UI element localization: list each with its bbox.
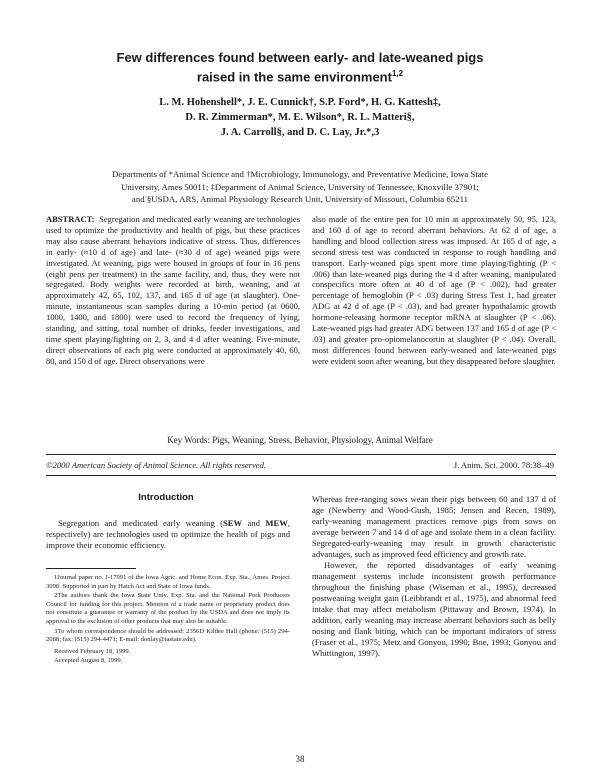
abstract-left-text: Segregation and medicated early weaning are technologies used to optimize the productivity and health of pigs, but these practices may also cause aberrant behaviors indicative of stress. Thus, differences in early- (≈10 d of age) and late- (≈30 d of age) weaned pigs were investigated. At weaning, pigs were housed in groups of four in 16 pens (eight pens per treatment) in the same facility, and, thus, they were not segregated. Body weights were recorded at birth, weaning, and at approximately 42, 65, 102, 137, and 165 d of age (at slaughter). One-minute, instantaneous scan samples during a 10-min period (at 0600, 1000, 1400, and 1800) were used to record the frequency of lying, standing, and sitting, total number of drinks, feeder investigations, and time spent playing/fighting on 2, 3, and 4 d after weaning. Five-minute, direct observations of each pig were conducted at approximately 40, 60, 80, and 150 d of age. Direct observations were — [46, 214, 301, 366]
footnote-2: 2The authors thank the Iowa State Univ. Exp. Sta. and the National Pork Producers Council for funding for this project. Mention of a trade name or proprietary product does not constitute a guarantee or warranty of the product by the USDA and does not imply its approval to the exclusion of other products that may also be suitable. — [46, 592, 290, 625]
intro-right-paragraph-2: However, the reported disadvantages of early weaning management systems include inconsistent growth performance throughout the finishing phase (Wiseman et al., 1995), decreased postweaning weight gain (Leibbrandt et al., 1975), and abnormal feed intake that may affect metabolism (Pittaway and Brown, 1974). In addition, early weaning may increase aberrant behaviors such as belly nosing and flank biting, which can be important indicators of stress (Fraser et al., 1975; Metz and Gonyou, 1990; Boe, 1993; Gonyou and Whittington, 1997). — [312, 560, 556, 658]
keywords: Key Words: Pigs, Weaning, Stress, Behavior, Physiology, Animal Welfare — [167, 435, 433, 445]
page-number: 38 — [295, 754, 305, 764]
abstract-right-text: also made of the entire pen for 10 min at approximately 50, 95, 123, and 160 d of age to record aberrant behaviors. At 62 d of age, a handling and blood collection stress was imposed. At 165 d of age, a second stress test was conducted in response to rough handling and transport. Early-weaned pigs spent more time playing/fighting (P < .006) than late-weaned pigs during the 4 d after weaning, manipulated conspecifics more often at 40 d of age (P < .002), had greater percentage of hemoglobin (P < .03) during Stress Test 1, had greater ADG at 42 d of age (P < .03), and had greater hypothalamic growth hormone-releasing hormone receptor mRNA at slaughter (P < .06). Late-weaned pigs had greater ADG between 137 and 165 d of age (P < .03) and greater pro-opiomelanocortin at slaughter (P < .04). Overall, most differences found between early-weaned and late-weaned pigs were evident soon after weaning, but they disappeared before slaughter. — [312, 214, 556, 366]
authors-line-2: D. R. Zimmerman*, M. E. Wilson*, R. L. Matteri§, — [185, 112, 415, 123]
affiliation-line-2: University, Ames 50011; ‡Department of Animal Science, University of Tennessee, Knoxville 37901; — [121, 181, 479, 192]
copyright-notice: ©2000 American Society of Animal Science. All rights reserved. — [46, 460, 267, 470]
authors-line-1: L. M. Hohenshell*, J. E. Cunnick†, S.P. Ford*, H. G. Kattesh‡, — [159, 97, 441, 108]
intro-right-paragraph-1: Whereas free-ranging sows wean their pigs between 60 and 137 d of age (Newberry and Wood-Gush, 1985; Jensen and Recen, 1989), early-weaning management practices remove pigs from sows on average between 7 and 14 d of age and isolate them in a clean facility. Segregated-early-weaning may result in growth characteristic advantages, such as improved feed efficiency and growth rate. — [312, 494, 556, 559]
copyright-rule-top — [46, 454, 556, 455]
affiliation-line-3: and §USDA, ARS, Animal Physiology Research Unit, University of Missouri, Columbia 65211 — [131, 194, 469, 204]
abstract-label: ABSTRACT: — [46, 214, 95, 224]
title-footnote-mark: 1,2 — [391, 69, 404, 78]
footnote-3: 3To whom correspondence should be addressed: 2356D Kildee Hall (phone: (515) 294-2088; fax: (515) 294-4471; E-mail: donlay@iastate.edu). — [46, 627, 290, 644]
authors-line-3: J. A. Carroll§, and D. C. Lay, Jr.*,3 — [220, 127, 380, 138]
intro-text-and: and — [242, 518, 266, 528]
title-line-1: Few differences found between early- and late-weaned pigs — [116, 50, 484, 65]
affiliations — [40, 168, 560, 206]
footnote-1: 1Journal paper no. J-17991 of the Iowa Agric. and Home Econ. Exp. Sta., Ames. Project 3090. Supported in part by Hatch Act and State of Iowa funds. — [46, 574, 290, 590]
affiliation-line-1: Departments of *Animal Science and †Microbiology, Immunology, and Preventative Medicine, Iowa State — [111, 169, 489, 179]
journal-citation: J. Anim. Sci. 2000. 78:38–49 — [453, 460, 554, 470]
title-line-2-text: raised in the same environment — [196, 69, 392, 85]
paper-title — [40, 50, 560, 85]
abstract-right-column — [312, 214, 556, 367]
intro-abbr-sew: SEW — [223, 518, 243, 528]
intro-text-end: , respectively) are technologies used to optimize the health of pigs and improve their economic efficiency. — [46, 518, 290, 550]
footnote-rule — [46, 568, 136, 569]
footnotes — [46, 574, 290, 667]
copyright-rule-bottom — [46, 475, 556, 476]
intro-abbr-mew: MEW — [265, 518, 288, 528]
accepted-date: Accepted August 8, 1999. — [54, 657, 123, 665]
abstract-left-column — [46, 214, 300, 367]
intro-left-paragraph — [46, 518, 290, 551]
intro-right-column — [312, 494, 556, 659]
intro-text-start: Segregation and medicated early weaning ( — [58, 518, 224, 528]
section-heading-introduction: Introduction — [138, 492, 194, 503]
author-list — [40, 95, 560, 140]
received-date: Received February 18, 1999. — [54, 647, 131, 655]
title-line-2 — [40, 66, 560, 85]
